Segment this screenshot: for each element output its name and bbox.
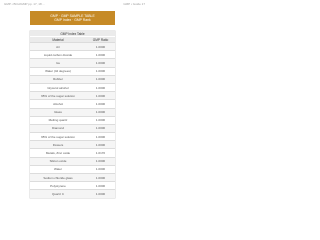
ratio-cell: 1.0000 — [95, 85, 106, 90]
table-row — [30, 67, 115, 75]
table-row — [30, 91, 115, 99]
table-row — [30, 124, 115, 132]
ratio-cell: 1.0000 — [95, 52, 106, 57]
table-row — [30, 181, 115, 189]
table-caption-text: GMP Index Table — [60, 31, 85, 36]
material-cell: Sodium chloride glass — [43, 175, 73, 180]
ratio-cell: 1.0000 — [95, 142, 106, 147]
column-header-material: Material — [52, 37, 64, 42]
material-cell: Metals, Zinc oxide — [45, 151, 71, 156]
table-row — [30, 132, 115, 140]
table-row — [30, 42, 115, 50]
material-cell: Silicon oxide — [49, 159, 67, 164]
ratio-cell: 1.0000 — [95, 69, 106, 74]
data-table — [30, 31, 115, 198]
banner-line-2: GMP Index · GMP Rank — [54, 18, 91, 22]
ratio-cell: 1.0000 — [95, 126, 106, 131]
table-row — [30, 140, 115, 148]
ratio-cell: 1.0000 — [95, 110, 106, 115]
table-row — [30, 58, 115, 66]
material-cell: Water (42 degrees) — [45, 69, 71, 74]
table-row — [30, 108, 115, 116]
table-row — [30, 116, 115, 124]
header-right-text: GMP • Guide 17 — [123, 1, 145, 6]
material-cell: Glass — [54, 110, 62, 115]
page-header — [1, 1, 148, 6]
material-cell: 95% of the sugar solution — [41, 134, 75, 139]
title-banner — [30, 11, 115, 25]
material-cell: Rubber — [53, 77, 63, 82]
material-cell: 95% of the sugar solution — [41, 93, 75, 98]
material-cell: Water — [54, 167, 62, 172]
material-cell: Liquid carbon dioxide — [43, 52, 73, 57]
table-row — [30, 189, 115, 197]
material-cell: Alcohol — [53, 101, 63, 106]
ratio-cell: 1.0000 — [95, 93, 106, 98]
table-row — [30, 157, 115, 165]
material-cell: Flowers — [52, 142, 64, 147]
material-cell: Quartz C — [51, 191, 64, 196]
material-cell: Ice — [55, 60, 60, 65]
material-cell: Glycerol alcohol — [47, 85, 69, 90]
ratio-cell: 1.0000 — [95, 118, 106, 123]
ratio-cell: 1.0000 — [95, 175, 106, 180]
material-cell: Air — [56, 44, 60, 49]
ratio-cell: 1.0170 — [95, 151, 106, 156]
material-cell: Polystyrene — [50, 183, 66, 188]
ratio-cell: 1.0000 — [95, 191, 106, 196]
table-row — [30, 173, 115, 181]
ratio-cell: 1.0000 — [95, 167, 106, 172]
table-row — [30, 148, 115, 156]
table-body — [30, 42, 115, 198]
ratio-cell: 1.0000 — [95, 77, 106, 82]
table-header-row — [30, 36, 115, 42]
banner-line-1: GMP · GMP SAMPLE TABLE — [50, 13, 95, 18]
material-cell: Diamond — [51, 126, 64, 131]
table-row — [30, 99, 115, 107]
ratio-cell: 1.0000 — [95, 44, 106, 49]
ratio-cell: 1.0000 — [95, 101, 106, 106]
ratio-cell: 1.0000 — [95, 134, 106, 139]
ratio-cell: 1.0000 — [95, 60, 106, 65]
material-cell: Melting quartz — [48, 118, 68, 123]
ratio-cell: 1.0000 — [95, 183, 106, 188]
table-row — [30, 75, 115, 83]
table-row — [30, 165, 115, 173]
ratio-cell: 1.0000 — [95, 159, 106, 164]
header-left-text: GMP • BCH/GMP pp. 17, 18 ... — [4, 1, 45, 6]
table-row — [30, 83, 115, 91]
column-header-ratio: GMP Ratio — [92, 37, 109, 42]
table-row — [30, 50, 115, 58]
